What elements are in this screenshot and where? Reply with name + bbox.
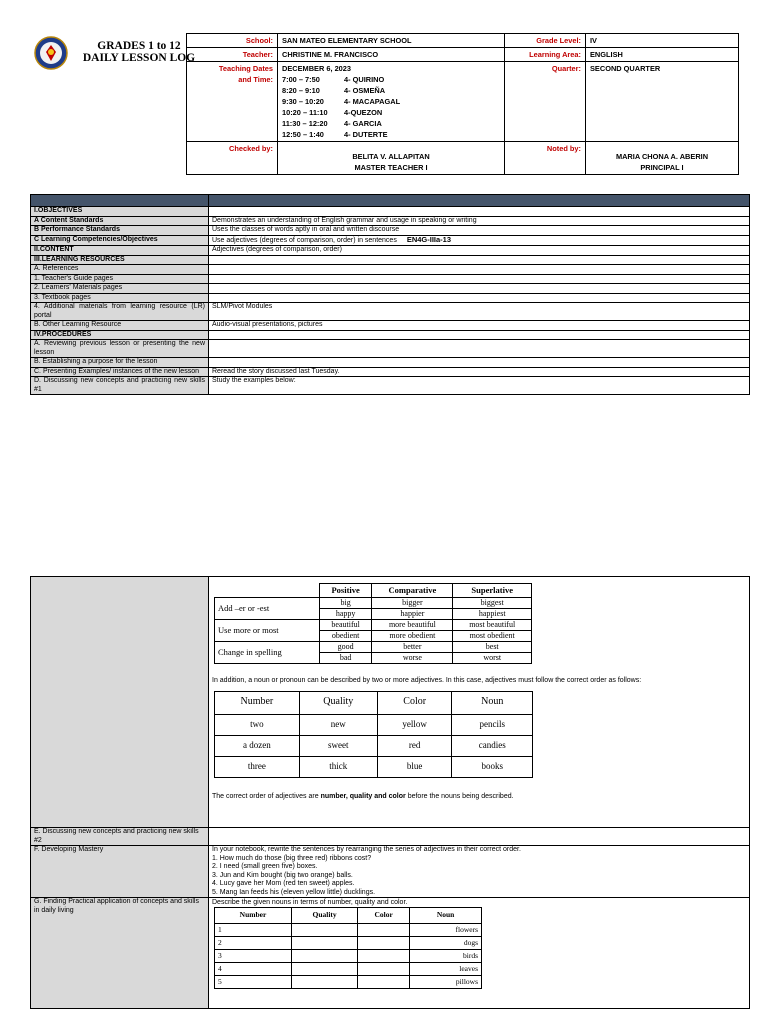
practice-number: 2 (215, 937, 292, 950)
row-label: 2. Learners' Materials pages (31, 284, 209, 294)
row-label: II.CONTENT (31, 246, 209, 256)
schedule-section: 4- GARCIA (344, 119, 382, 128)
degrees-cell: more obedient (372, 630, 453, 641)
practice-blank (292, 950, 358, 963)
grade-label: Grade Level: (505, 34, 586, 48)
practice-noun: dogs (410, 937, 482, 950)
table-row (31, 330, 750, 340)
schedule-time: 11:30 – 12:20 (282, 119, 328, 128)
row-label: A. References (31, 265, 209, 275)
quarter-label: Quarter: (505, 62, 586, 142)
table-row (31, 828, 750, 846)
table-row (31, 846, 750, 898)
practice-header: Number (215, 908, 292, 924)
row-value (209, 274, 750, 284)
practice-header: Quality (292, 908, 358, 924)
practice-row (215, 963, 482, 976)
degrees-cell: worst (453, 652, 532, 663)
degrees-cell: most obedient (453, 630, 532, 641)
row-label: D. Discussing new concepts and practicing new skills #1 (31, 377, 209, 395)
order-note-text: before the nouns being described. (405, 792, 514, 800)
schedule-section: 4- DUTERTE (344, 130, 388, 139)
table-row (31, 577, 750, 828)
mastery-item: 5. Mang Ian feeds his (eleven yellow little) ducklings. (212, 888, 376, 896)
table-row (31, 303, 750, 321)
degrees-cell: happy (319, 608, 372, 619)
degrees-cell: worse (372, 652, 453, 663)
teaching-date: DECEMBER 6, 2023 (282, 64, 352, 73)
row-label: C. Presenting Examples/ instances of the new lesson (31, 367, 209, 377)
row-value: Study the examples below: (209, 377, 750, 395)
table-row (31, 235, 750, 246)
degrees-cell: better (372, 641, 453, 652)
header-bar-left (31, 195, 209, 207)
degrees-cell: most beautiful (453, 619, 532, 630)
row-value (209, 255, 750, 265)
practice-row (215, 937, 482, 950)
order-header-row (215, 691, 533, 714)
row-value (209, 828, 750, 846)
order-header: Noun (452, 691, 533, 714)
degrees-rule: Change in spelling (215, 641, 320, 663)
order-header: Color (377, 691, 452, 714)
mastery-item: 4. Lucy gave her Mom (red ten sweet) apples. (212, 880, 355, 887)
practice-number: 5 (215, 976, 292, 989)
header-bar-right (209, 195, 750, 207)
noter-title: PRINCIPAL I (640, 163, 684, 172)
degrees-cell: bigger (372, 597, 453, 608)
order-cell: two (215, 714, 300, 735)
schedule-row (282, 85, 400, 96)
degrees-row (215, 641, 532, 652)
order-cell: books (452, 756, 533, 777)
schedule-row (282, 107, 400, 118)
practice-noun: flowers (410, 924, 482, 937)
practice-blank (292, 924, 358, 937)
practice-row (215, 924, 482, 937)
dates-label (187, 62, 278, 142)
form-title (74, 40, 204, 64)
table-row (31, 255, 750, 265)
order-intro: In addition, a noun or pronoun can be described by two or more adjectives. In this case, adjectives must follow the correct order as follows: (212, 676, 642, 684)
order-row (215, 735, 533, 756)
teacher-label: Teacher: (187, 48, 278, 62)
practice-number: 1 (215, 924, 292, 937)
practice-number: 4 (215, 963, 292, 976)
row-label: B. Establishing a purpose for the lesson (31, 358, 209, 368)
order-cell: yellow (377, 714, 452, 735)
area-value: ENGLISH (586, 48, 739, 62)
table-row (31, 216, 750, 226)
degrees-cell: more beautiful (372, 619, 453, 630)
degrees-cell: happier (372, 608, 453, 619)
table-row (31, 340, 750, 358)
practice-blank (358, 937, 410, 950)
practice-row (215, 950, 482, 963)
degrees-cell: bad (319, 652, 372, 663)
degrees-table (214, 583, 532, 664)
practice-noun: birds (410, 950, 482, 963)
practice-blank (358, 924, 410, 937)
row-label: III.LEARNING RESOURCES (31, 255, 209, 265)
row-value: Reread the story discussed last Tuesday. (209, 367, 750, 377)
table-row (31, 321, 750, 331)
practice-blank (292, 976, 358, 989)
order-cell: pencils (452, 714, 533, 735)
row-label: IV.PROCEDURES (31, 330, 209, 340)
row-label: B. Other Learning Resource (31, 321, 209, 331)
order-note (212, 792, 746, 801)
order-header: Number (215, 691, 300, 714)
order-cell: blue (377, 756, 452, 777)
checker-title: MASTER TEACHER I (354, 163, 428, 172)
table-row (31, 226, 750, 236)
row-value (209, 265, 750, 275)
degrees-row (215, 619, 532, 630)
grade-value: IV (586, 34, 739, 48)
row-label: F. Developing Mastery (31, 846, 209, 898)
mastery-item: 2. I need (small green five) boxes. (212, 863, 318, 870)
schedule-list (282, 74, 400, 140)
degrees-cell: obedient (319, 630, 372, 641)
lesson-table (30, 194, 750, 395)
degrees-header: Positive (319, 584, 372, 598)
row-label: A Content Standards (31, 216, 209, 226)
mastery-item: 1. How much do those (big three red) ribbons cost? (212, 854, 372, 862)
schedule-section: 4- OSMEÑA (344, 86, 386, 95)
checker-name: BELITA V. ALLAPITAN (352, 152, 430, 161)
row-value (209, 207, 750, 217)
row-value (209, 340, 750, 358)
practice-header: Color (358, 908, 410, 924)
row-value: SLM/Pivot Modules (209, 303, 750, 321)
order-header: Quality (299, 691, 377, 714)
checked-label: Checked by: (187, 142, 278, 175)
logo-cell (30, 34, 196, 142)
practice-number: 3 (215, 950, 292, 963)
order-cell: candies (452, 735, 533, 756)
row-value (209, 358, 750, 368)
teacher-value: CHRISTINE M. FRANCISCO (278, 48, 505, 62)
table-header-bar (31, 195, 750, 207)
form-title-line1: GRADES 1 to 12 (97, 39, 181, 52)
row-value (209, 235, 750, 246)
row-value: Uses the classes of words aptly in oral and written discourse (209, 226, 750, 236)
row-label: C Learning Competencies/Objectives (31, 235, 209, 246)
table-row (31, 377, 750, 395)
schedule-row (282, 118, 400, 129)
order-table (214, 691, 533, 778)
checker-signature (278, 142, 505, 175)
schedule-time: 8:20 – 9:10 (282, 86, 320, 95)
schedule-section: 4- QUIRINO (344, 75, 385, 84)
order-note-emphasis: number, quality and color (320, 792, 406, 800)
row-value-examples (209, 577, 750, 828)
degrees-cell: big (319, 597, 372, 608)
competency-code: EN4G-IIIa-13 (406, 234, 452, 244)
dates-label-line2: and Time: (238, 75, 273, 84)
lesson-table-continued (30, 576, 750, 1009)
row-label: A. Reviewing previous lesson or presenting the new lesson (31, 340, 209, 358)
degrees-rule: Use more or most (215, 619, 320, 641)
row-label: 4. Additional materials from learning resource (LR) portal (31, 303, 209, 321)
row-label: 3. Textbook pages (31, 293, 209, 303)
dates-value (278, 62, 505, 142)
schedule-section: 4- MACAPAGAL (344, 97, 401, 106)
order-cell: three (215, 756, 300, 777)
order-row (215, 714, 533, 735)
schedule-time: 10:20 – 11:10 (282, 108, 328, 117)
schedule-section: 4-QUEZON (344, 108, 383, 117)
practice-table (214, 907, 482, 989)
practice-blank (358, 976, 410, 989)
degrees-row (215, 597, 532, 608)
header-table (30, 33, 739, 175)
row-value-mastery (209, 846, 750, 898)
degrees-header-row (215, 584, 532, 598)
deped-seal-icon (34, 36, 68, 70)
row-value: Audio-visual presentations, pictures (209, 321, 750, 331)
table-row (31, 274, 750, 284)
practice-blank (358, 950, 410, 963)
noted-label: Noted by: (505, 142, 586, 175)
order-note-text: The correct order of adjectives are (212, 792, 321, 800)
table-row (31, 246, 750, 256)
noter-signature (586, 142, 739, 175)
table-row (31, 265, 750, 275)
degrees-cell: beautiful (319, 619, 372, 630)
table-row (31, 358, 750, 368)
order-cell: a dozen (215, 735, 300, 756)
competency-text: Use adjectives (degrees of comparison, order) in sentences (212, 236, 397, 244)
row-value (209, 293, 750, 303)
schedule-time: 12:50 – 1:40 (282, 130, 324, 139)
degrees-header-blank (215, 584, 320, 598)
degrees-cell: happiest (453, 608, 532, 619)
school-label: School: (187, 34, 278, 48)
schedule-time: 7:00 – 7:50 (282, 75, 320, 84)
order-row (215, 756, 533, 777)
schedule-time: 9:30 – 10:20 (282, 97, 324, 106)
row-label: 1. Teacher's Guide pages (31, 274, 209, 284)
practice-blank (358, 963, 410, 976)
row-label: I.OBJECTIVES (31, 207, 209, 217)
row-value (209, 330, 750, 340)
schedule-row (282, 74, 400, 85)
mastery-intro: In your notebook, rewrite the sentences by rearranging the series of adjectives in their correct order. (212, 846, 521, 853)
order-cell: thick (299, 756, 377, 777)
practice-blank (292, 937, 358, 950)
table-row (31, 284, 750, 294)
practice-row (215, 976, 482, 989)
order-cell: sweet (299, 735, 377, 756)
practice-header: Noun (410, 908, 482, 924)
table-row (31, 293, 750, 303)
degrees-cell: best (453, 641, 532, 652)
practice-header-row (215, 908, 482, 924)
degrees-rule: Add –er or -est (215, 597, 320, 619)
table-row (31, 367, 750, 377)
practice-blank (292, 963, 358, 976)
table-row (31, 898, 750, 1009)
table-row (31, 207, 750, 217)
form-title-line2: DAILY LESSON LOG (82, 51, 196, 64)
blank-cell (30, 142, 187, 175)
degrees-cell: biggest (453, 597, 532, 608)
practice-noun: pillows (410, 976, 482, 989)
dates-label-line1: Teaching Dates (218, 64, 273, 73)
row-value (209, 284, 750, 294)
row-value-application (209, 898, 750, 1009)
row-label: G. Finding Practical application of concepts and skills in daily living (31, 898, 209, 1009)
row-value: Adjectives (degrees of comparison, order) (209, 246, 750, 256)
degrees-cell: good (319, 641, 372, 652)
practice-noun: leaves (410, 963, 482, 976)
row-label (31, 577, 209, 828)
schedule-row (282, 129, 400, 140)
area-label: Learning Area: (505, 48, 586, 62)
noter-name: MARIA CHONA A. ABERIN (615, 152, 709, 161)
degrees-header: Superlative (453, 584, 532, 598)
degrees-header: Comparative (372, 584, 453, 598)
order-cell: red (377, 735, 452, 756)
row-value: Demonstrates an understanding of English grammar and usage in speaking or writing (209, 216, 750, 226)
mastery-item: 3. Jun and Kim bought (big two orange) balls. (212, 871, 353, 879)
order-cell: new (299, 714, 377, 735)
row-label: E. Discussing new concepts and practicing new skills #2 (31, 828, 209, 846)
application-intro: Describe the given nouns in terms of number, quality and color. (212, 899, 408, 906)
quarter-value: SECOND QUARTER (586, 62, 739, 142)
row-label: B Performance Standards (31, 226, 209, 236)
school-value: SAN MATEO ELEMENTARY SCHOOL (278, 34, 505, 48)
schedule-row (282, 96, 400, 107)
